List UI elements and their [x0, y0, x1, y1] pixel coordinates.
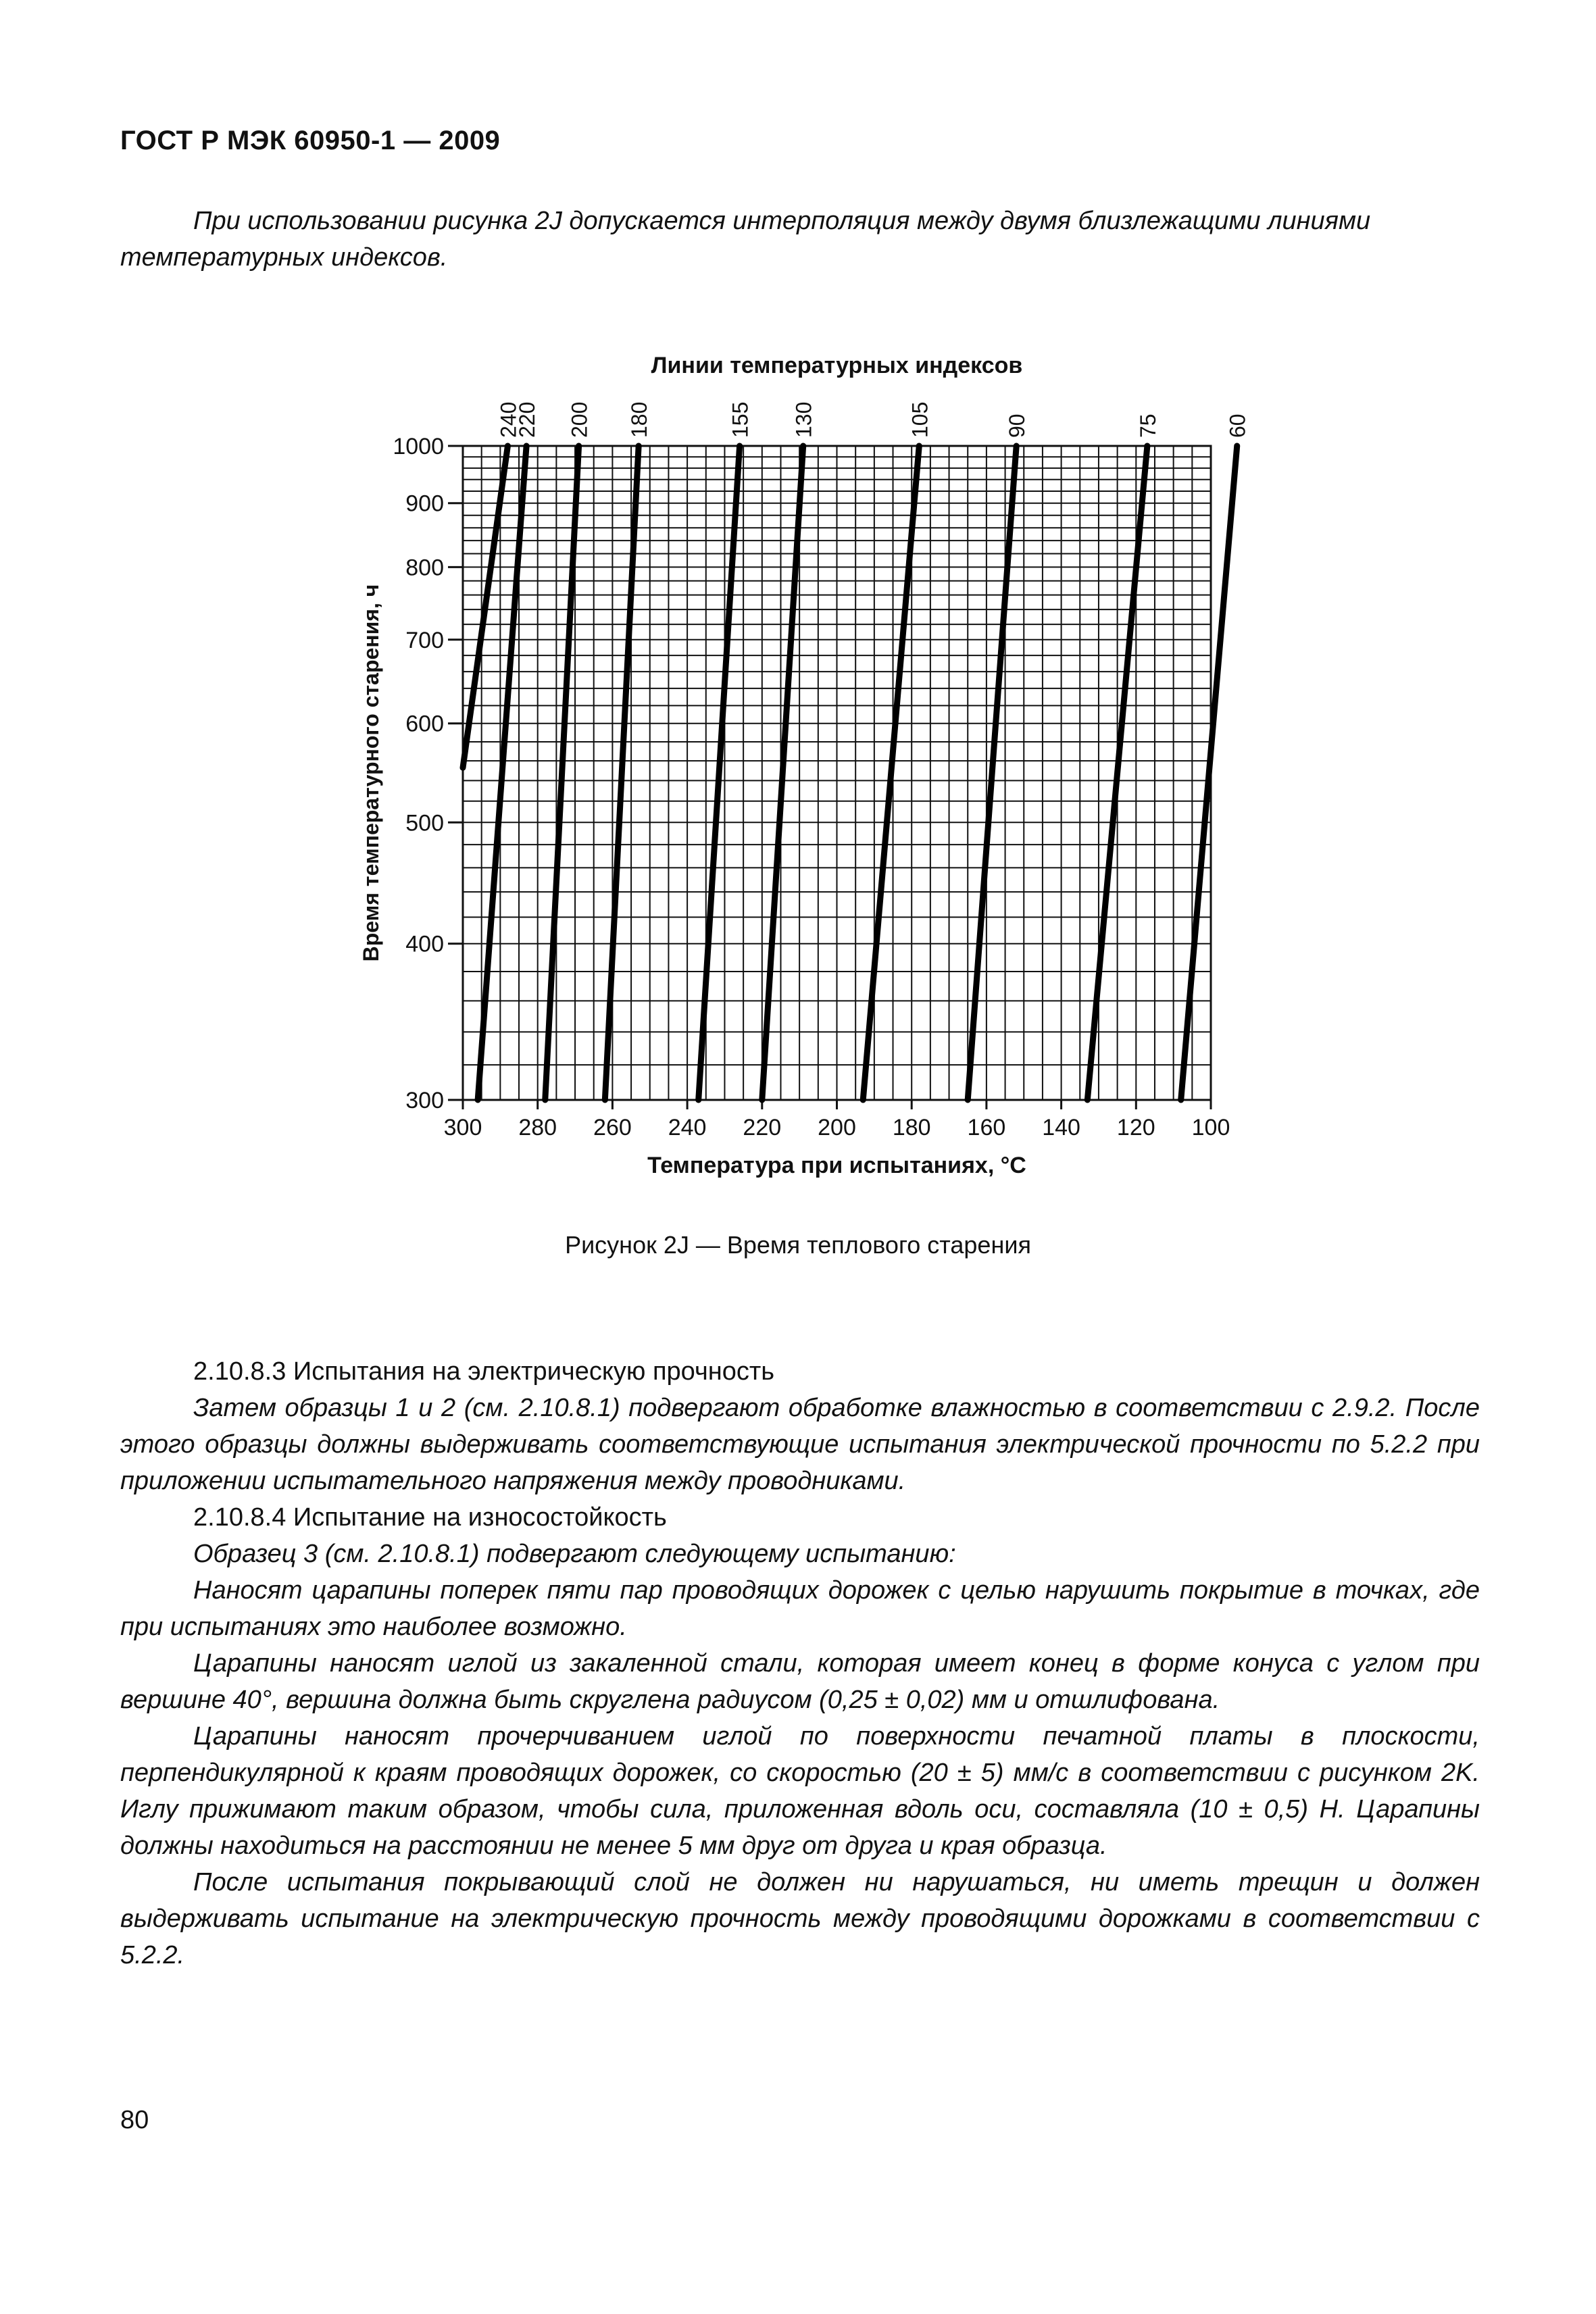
temperature-index-label: 130	[791, 401, 816, 438]
x-tick-label: 160	[967, 1115, 1006, 1140]
paragraph-sample-3: Образец 3 (см. 2.10.8.1) подвергают следующему испытанию:	[193, 1540, 956, 1568]
x-tick-label: 200	[818, 1115, 856, 1140]
x-tick-label: 140	[1042, 1115, 1080, 1140]
thermal-ageing-chart	[338, 338, 1257, 1189]
section-heading-2-10-8-3: 2.10.8.3 Испытания на электрическую прочность	[193, 1357, 775, 1386]
x-tick-label: 240	[668, 1115, 707, 1140]
temperature-index-line-60	[1181, 446, 1237, 1100]
temperature-index-label: 155	[728, 401, 753, 438]
paragraph-scratches: Наносят царапины поперек пяти пар проводящих дорожек с целью нарушить покрытие в точках, где при испытаниях это наиболее возможно.	[120, 1576, 1480, 1641]
temperature-index-label: 240	[496, 401, 521, 438]
temperature-index-line-130	[762, 446, 803, 1100]
x-tick-label: 260	[593, 1115, 632, 1140]
temperature-index-line-105	[863, 446, 919, 1100]
y-axis-label: Время температурного старения, ч	[359, 584, 383, 962]
y-tick-label: 700	[405, 627, 444, 653]
intro-text: При использовании рисунка 2J допускается интерполяция между двумя близлежащими линиями температурных индексов.	[120, 207, 1371, 272]
body-text	[120, 1353, 1480, 1973]
y-tick-label: 400	[405, 931, 444, 957]
paragraph-scratching-method: Царапины наносят прочерчиванием иглой по поверхности печатной платы в плоскости, перпендикулярной к краям проводящих дорожек, со скоростью (20 ± 5) мм/с в соответствии с рисунком 2K. Иглу прижимают таким образом, чтобы сила, приложенная вдоль оси, составляла (10 ± 0,5) Н. Царапины должны находиться на расстоянии не менее 5 мм друг от друга и края образца.	[120, 1722, 1480, 1860]
y-tick-label: 800	[405, 555, 444, 581]
temperature-index-label: 220	[515, 401, 540, 438]
temperature-index-label: 60	[1225, 413, 1250, 438]
document-header: ГОСТ Р МЭК 60950-1 — 2009	[120, 126, 501, 155]
y-tick-label: 500	[405, 810, 444, 836]
y-tick-label: 600	[405, 711, 444, 737]
temperature-index-label: 200	[567, 401, 592, 438]
temperature-index-line-90	[968, 446, 1016, 1100]
paragraph-needle: Царапины наносят иглой из закаленной стали, которая имеет конец в форме конуса с углом при вершине 40°, вершина должна быть скруглена радиусом (0,25 ± 0,02) мм и отшлифована.	[120, 1649, 1480, 1714]
x-tick-label: 100	[1191, 1115, 1230, 1140]
section-heading-2-10-8-4: 2.10.8.4 Испытание на износостойкость	[193, 1503, 667, 1532]
temperature-index-label: 90	[1005, 413, 1030, 438]
temperature-index-line-180	[605, 446, 639, 1100]
temperature-index-line-155	[699, 446, 740, 1100]
y-tick-label: 1000	[393, 434, 444, 459]
x-tick-label: 300	[443, 1115, 482, 1140]
x-tick-label: 120	[1116, 1115, 1155, 1140]
temperature-index-line-200	[545, 446, 579, 1100]
temperature-index-label: 105	[907, 401, 932, 438]
x-axis-label: Температура при испытаниях, °C	[647, 1153, 1026, 1178]
figure-caption: Рисунок 2J — Время теплового старения	[565, 1231, 1031, 1259]
chart-title: Линии температурных индексов	[651, 353, 1023, 378]
x-tick-label: 220	[743, 1115, 782, 1140]
temperature-index-label: 75	[1135, 413, 1160, 438]
temperature-index-label: 180	[627, 401, 652, 438]
temperature-index-line-240	[463, 446, 507, 768]
page-number: 80	[120, 2106, 149, 2134]
y-tick-label: 300	[405, 1088, 444, 1113]
intro-paragraph	[120, 203, 1480, 276]
y-tick-label: 900	[405, 491, 444, 517]
x-tick-label: 280	[518, 1115, 557, 1140]
paragraph-after-test: После испытания покрывающий слой не должен ни нарушаться, ни иметь трещин и должен выдерживать испытание на электрическую прочность между проводящими дорожками в соответствии с 5.2.2.	[120, 1868, 1480, 1969]
paragraph-humidity: Затем образцы 1 и 2 (см. 2.10.8.1) подвергают обработке влажностью в соответствии с 2.9.2. После этого образцы должны выдерживать соответствующие испытания электрической прочности по 5.2.2 при приложении испытательного напряжения между проводниками.	[120, 1394, 1480, 1495]
x-tick-label: 180	[892, 1115, 931, 1140]
